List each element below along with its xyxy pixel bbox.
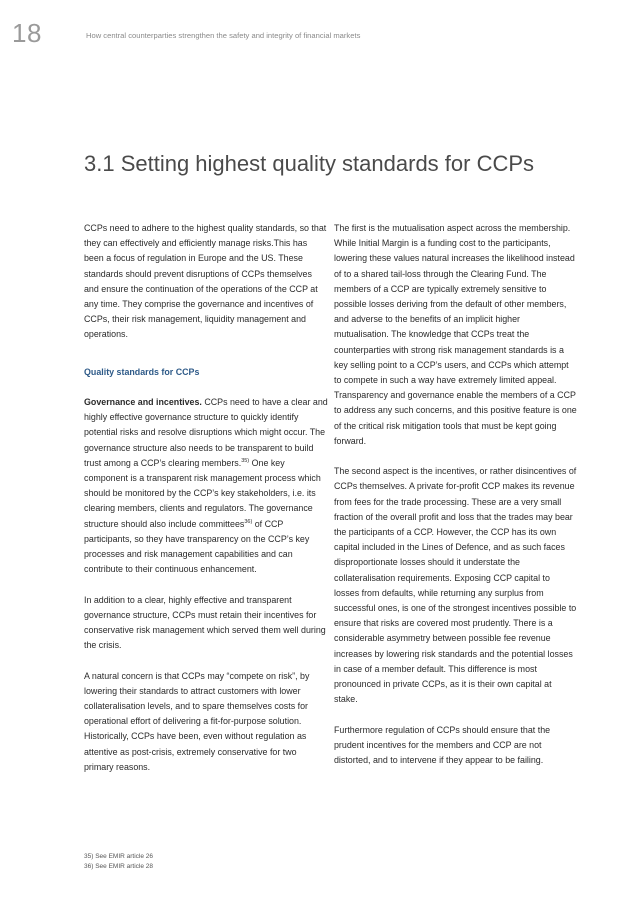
governance-text-part-2: One key component is a transparent risk management process which should be monitored by the CCP’s key stakeholders, i.e. its clearing members, clients and regulators. The governance structure should also include committees	[84, 457, 321, 529]
governance-text-part-1: CCPs need to have a clear and highly effective governance structure to quickly identify potential risks and resolve disruptions which might occur. The governance structure also needs to be transparent to build trust among a CCP’s clearing members.	[84, 397, 328, 468]
addition-paragraph: In addition to a clear, highly effective and transparent governance structure, CCPs must retain their incentives for conservative risk management which served them well during the crisis.	[84, 594, 326, 651]
right-column	[334, 221, 577, 783]
mutualisation-paragraph: The first is the mutualisation aspect across the membership. While Initial Margin is a funding cost to the participants, lowering these values natural increases the likelihood instead of to a shared tail-loss through the Clearing Fund. The members of a CCP are typically extremely sensitive to possible losses deriving from the default of other members, and adverse to the benefits of an implicit higher mutualisation. The knowledge that CCPs treat the counterparties with strong risk management standards is a key selling point to a CCP’s users, and CCPs which attempt to compete in such a way have extremely limited appeal. Transparency and governance enable the members of a CCP to address any such concerns, and this positive feature is one of the critical risk mitigation tools that must be kept going forward.	[334, 223, 577, 446]
footnote-35: 35) See EMIR article 26	[84, 853, 154, 860]
page-number: 18	[12, 18, 42, 48]
intro-paragraph: CCPs need to adhere to the highest quality standards, so that they can effectively and efficiently manage risks.This has been a focus of regulation in Europe and the US. These standards should prevent disruptions of CCPs themselves and ensure the continuation of the operations of the CCP at any time. They comprise the governance and incentives of CCPs, their risk management, liquidity management and operations.	[84, 223, 327, 340]
left-column	[84, 221, 328, 790]
subheading-quality-standards: Quality standards for CCPs	[84, 366, 200, 377]
regulation-paragraph: Furthermore regulation of CCPs should ensure that the prudent incentives for the members and CCP are not distorted, and to intervene if they appear to be failing.	[334, 724, 551, 766]
footnote-ref-36[interactable]: 36)	[244, 518, 253, 525]
footnote-ref-35[interactable]: 35)	[241, 457, 250, 464]
footnotes	[84, 852, 153, 871]
section-title: 3.1 Setting highest quality standards for CCPs	[84, 151, 535, 176]
footnote-36: 36) See EMIR article 28	[84, 862, 154, 870]
governance-runin-heading: Governance and incentives.	[84, 397, 202, 408]
concern-paragraph: A natural concern is that CCPs may “compete on risk”, by lowering their standards to attract customers with lower collateralisation levels, and to spare themselves costs for operational effort of delivering a fit-for-purpose solution. Historically, CCPs have been, even without regulation as attentive as post-crisis, extremely conservative for two primary reasons.	[84, 670, 310, 772]
running-header: How central counterparties strengthen the safety and integrity of financial markets	[86, 31, 361, 40]
governance-text-part-3: of CCP participants, so they have transparency on the CCP’s key processes and risk management capabilities and can contribute to their continuous enhancement.	[84, 518, 310, 575]
incentives-paragraph: The second aspect is the incentives, or rather disincentives of CCPs themselves. A private for-profit CCP makes its revenue from fees for the trade processing. These are a very small fraction of the overall profit and loss that the trades may bear the participants of a CCP. However, the CCP has its own capital included in the Lines of Defence, and as such faces disproportionate losses should it understate the collateralisation requirements. Exposing CCP capital to losses from defaults, while returning any surplus from successful ones, is one of the strongest incentives possible to ensure that risks are covered most prudently. There is a considerable asymmetry between possible fee revenue increases by lowering risk standards and the potential losses in case of a member default. This difference is most pronounced in private CCPs, as it is their own capital at stake.	[334, 466, 577, 705]
governance-paragraph	[84, 395, 328, 577]
